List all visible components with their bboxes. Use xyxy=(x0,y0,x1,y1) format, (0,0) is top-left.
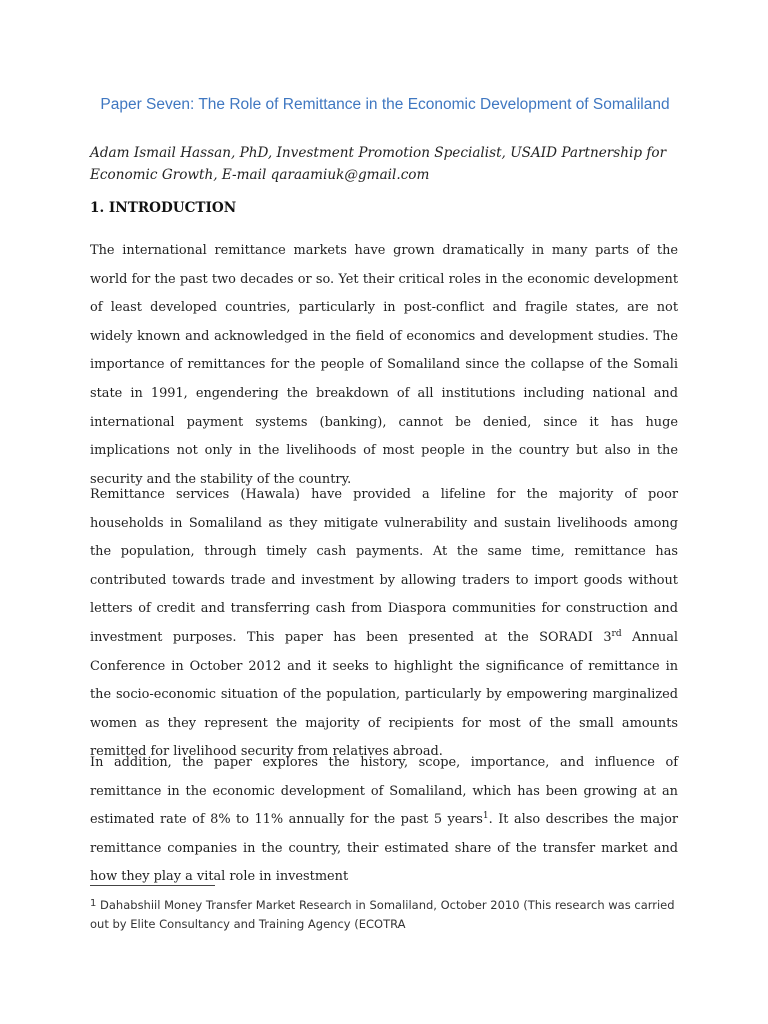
footnote-text: Dahabshiil Money Transfer Market Research in Somaliland, October 2010 (This research was carried out by Elite Consultancy and Training Agency (ECOTRA xyxy=(90,898,675,931)
paragraph-text: . It also describes the major remittance companies in the country, their estimated share of the transfer market and how they play a vital role in investment xyxy=(90,812,678,885)
footnote xyxy=(90,896,680,934)
paragraph-intro: The international remittance markets have grown dramatically in many parts of the world for the past two decades or so. Yet their critical roles in the economic development of least developed countries, particularly in post-conflict and fragile states, are not widely known and acknowledged in the field of economics and development studies. The importance of remittances for the people of Somaliland since the collapse of the Somali state in 1991, engendering the breakdown of all institutions including national and international payment systems (banking), cannot be denied, since it has huge implications not only in the livelihoods of most people in the country but also in the security and the stability of the country. xyxy=(90,243,678,487)
author-line: Adam Ismail Hassan, PhD, Investment Promotion Specialist, USAID Partnership for Economic Growth, E-mail qaraamiuk@gmail.com xyxy=(90,145,667,183)
paper-title: Paper Seven: The Role of Remittance in the Economic Development of Somaliland xyxy=(100,96,670,113)
ordinal-superscript: rd xyxy=(611,628,622,639)
footnote-reference[interactable]: 1 xyxy=(482,811,489,822)
section-heading: 1. INTRODUCTION xyxy=(90,200,237,216)
footnote-mark: 1 xyxy=(90,898,97,909)
paragraph-text: Remittance services (Hawala) have provided a lifeline for the majority of poor households in Somaliland as they mitigate vulnerability and sustain livelihoods among the population, through timely cash payments. At the same time, remittance has contributed towards trade and investment by allowing traders to import goods without letters of credit and transferring cash from Diaspora communities for construction and investment purposes. This paper has been presented at the SORADI 3 xyxy=(90,487,678,645)
paragraph-hawala xyxy=(90,481,678,767)
paragraph-text: In addition, the paper explores the history, scope, importance, and influence of remittance in the economic development of Somaliland, which has been growing at an estimated rate of 8% to 11% annually for the past 5 years xyxy=(90,755,678,828)
paragraph-text: Annual Conference in October 2012 and it seeks to highlight the significance of remittance in the socio-economic situation of the population, particularly by empowering marginalized women as they represent the majority of recipients for most of the small amounts remitted for livelihood security from relatives abroad. xyxy=(90,629,679,760)
footnote-divider xyxy=(90,885,215,886)
paragraph-scope xyxy=(90,749,678,892)
